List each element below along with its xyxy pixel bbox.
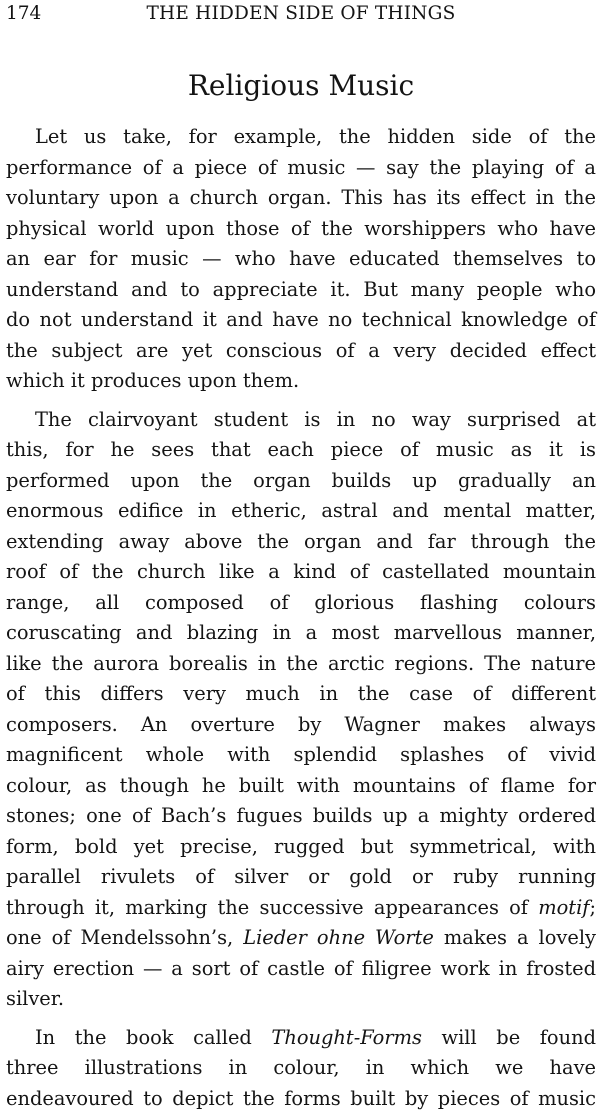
text-line: airy erection — a sort of castle of filigree work in frosted bbox=[6, 954, 596, 985]
text-fragment: will be found bbox=[422, 1026, 596, 1049]
text-line: extending away above the organ and far through the bbox=[6, 527, 596, 558]
chapter-title: Religious Music bbox=[6, 66, 596, 106]
text-line-with-italic bbox=[6, 893, 596, 924]
italic-title-lieder-ohne-worte: Lieder ohne Worte bbox=[243, 926, 434, 949]
text-line: the subject are yet conscious of a very decided effect bbox=[6, 336, 596, 367]
paragraph-2 bbox=[6, 405, 596, 1015]
text-line: parallel rivulets of silver or gold or ruby running bbox=[6, 862, 596, 893]
paragraph-1 bbox=[6, 122, 596, 397]
text-fragment: makes a lovely bbox=[434, 926, 596, 949]
text-line: performance of a piece of music — say the playing of a bbox=[6, 153, 596, 184]
text-line-with-italic bbox=[6, 1023, 596, 1054]
italic-term-motif: motif bbox=[538, 896, 589, 919]
book-title: THE HIDDEN SIDE OF THINGS bbox=[6, 2, 596, 26]
text-line: coruscating and blazing in a most marvellous manner, bbox=[6, 618, 596, 649]
text-line: voluntary upon a church organ. This has its effect in the bbox=[6, 183, 596, 214]
text-line: endeavoured to depict the forms built by pieces of music bbox=[6, 1084, 596, 1114]
text-line: silver. bbox=[6, 984, 596, 1015]
page-number: 174 bbox=[6, 2, 41, 26]
paragraph-gap bbox=[6, 1015, 596, 1023]
paragraph-gap bbox=[6, 397, 596, 405]
text-line: which it produces upon them. bbox=[6, 366, 596, 397]
text-line: enormous edifice in etheric, astral and mental matter, bbox=[6, 496, 596, 527]
text-line: this, for he sees that each piece of music as it is bbox=[6, 435, 596, 466]
text-line: colour, as though he built with mountains of flame for bbox=[6, 771, 596, 802]
text-line: an ear for music — who have educated themselves to bbox=[6, 244, 596, 275]
text-line: do not understand it and have no technical knowledge of bbox=[6, 305, 596, 336]
running-head bbox=[6, 2, 596, 26]
text-fragment: ; bbox=[589, 896, 596, 919]
text-line: Let us take, for example, the hidden side of the bbox=[6, 122, 596, 153]
text-line: form, bold yet precise, rugged but symmetrical, with bbox=[6, 832, 596, 863]
text-line-with-italic bbox=[6, 923, 596, 954]
text-fragment: through it, marking the successive appearances of bbox=[6, 896, 538, 919]
text-line: stones; one of Bach’s fugues builds up a mighty ordered bbox=[6, 801, 596, 832]
text-line: The clairvoyant student is in no way surprised at bbox=[6, 405, 596, 436]
text-line: physical world upon those of the worshippers who have bbox=[6, 214, 596, 245]
text-fragment: one of Mendelssohn’s, bbox=[6, 926, 243, 949]
paragraph-3 bbox=[6, 1023, 596, 1114]
text-line: like the aurora borealis in the arctic regions. The nature bbox=[6, 649, 596, 680]
text-line: magnificent whole with splendid splashes of vivid bbox=[6, 740, 596, 771]
text-line: range, all composed of glorious flashing colours bbox=[6, 588, 596, 619]
text-line: three illustrations in colour, in which we have bbox=[6, 1053, 596, 1084]
body-text bbox=[6, 122, 596, 1114]
italic-title-thought-forms: Thought-Forms bbox=[271, 1026, 422, 1049]
text-line: composers. An overture by Wagner makes always bbox=[6, 710, 596, 741]
text-line: roof of the church like a kind of castellated mountain bbox=[6, 557, 596, 588]
text-line: performed upon the organ builds up gradually an bbox=[6, 466, 596, 497]
text-line: understand and to appreciate it. But many people who bbox=[6, 275, 596, 306]
text-line: of this differs very much in the case of different bbox=[6, 679, 596, 710]
text-fragment: In the book called bbox=[35, 1026, 271, 1049]
